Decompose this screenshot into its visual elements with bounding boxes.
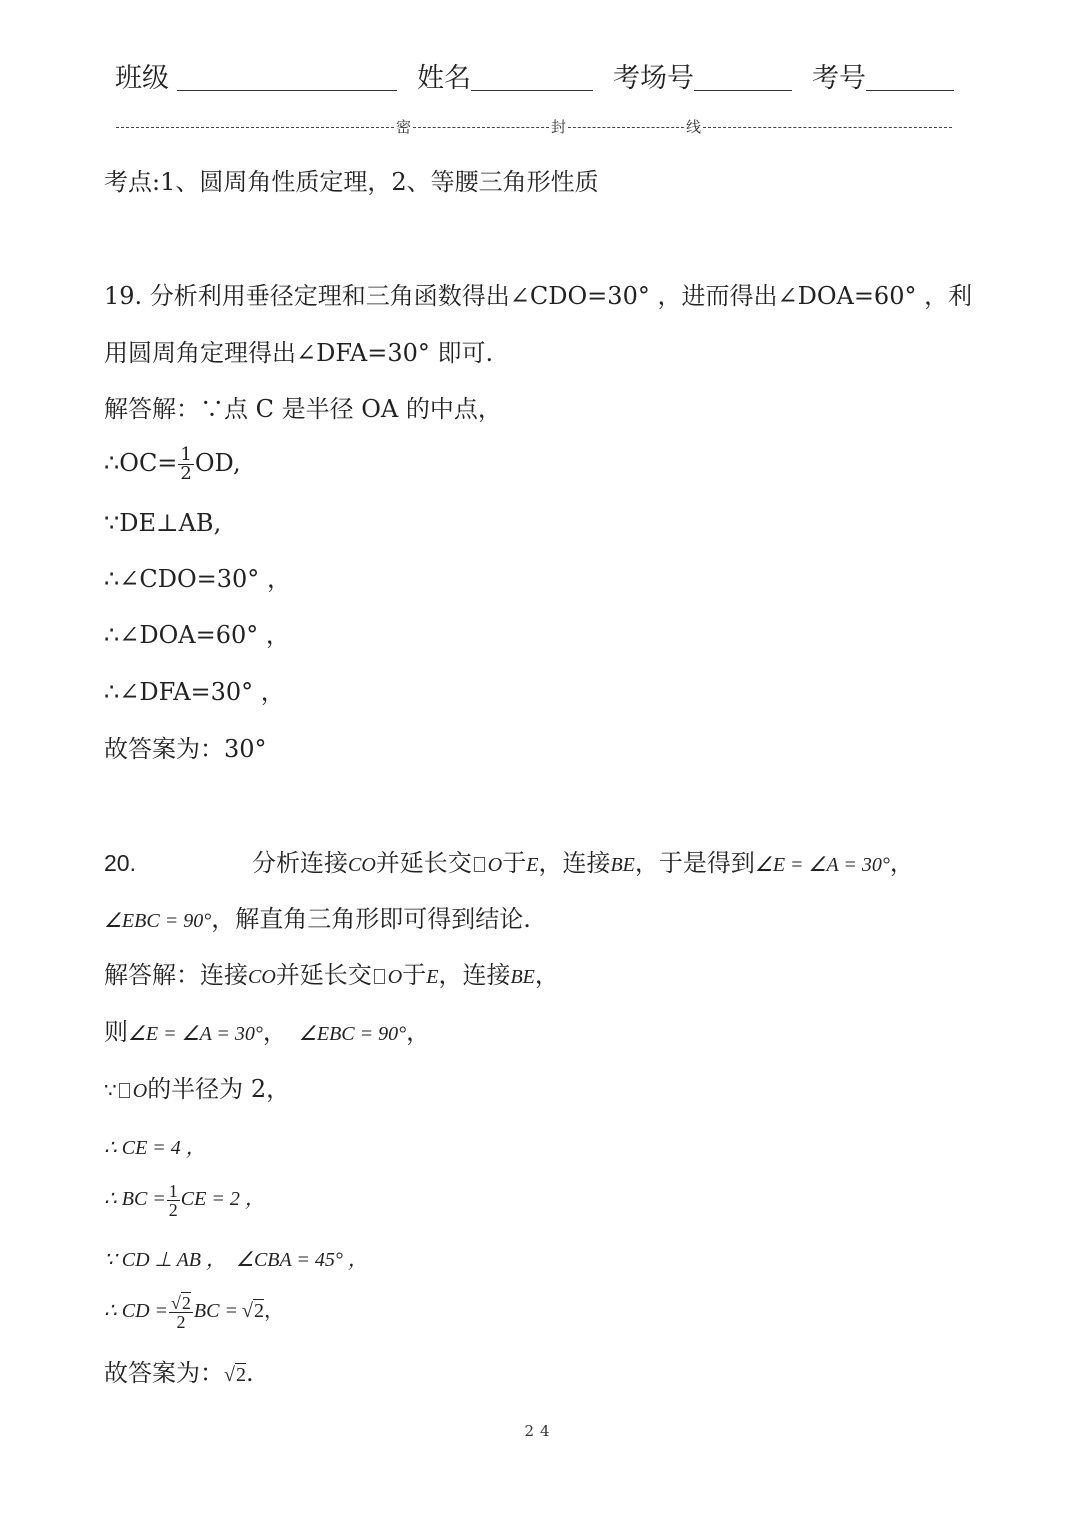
text-line: 19. 分析利用垂径定理和三角函数得出∠CDO=30° ，进而得出∠DOA=60° ，利 [104,282,973,310]
text-span: ， [534,961,559,989]
text-span: ， [262,1018,287,1046]
circle-symbol-icon [374,969,385,984]
text-line [104,1077,290,1101]
text-line: 故答案为：30° [104,735,267,763]
math-span: E [526,854,539,876]
seal-line [116,116,952,137]
circle-symbol-icon [119,1083,130,1098]
radicand: 2 [235,1364,246,1386]
text-span: . [245,1359,254,1387]
seal-dash [413,127,549,128]
text-line: ∵DE⊥AB, [104,509,222,537]
student-info-header [115,56,954,95]
text-line: ∴∠DOA=60° ， [104,621,290,649]
exam-room-label: 考场号 [613,63,694,94]
text-span: ，连接 [438,961,511,989]
seal-char-mi: 密 [396,118,412,136]
seal-char-feng: 封 [551,118,567,136]
math-span: BE [610,854,635,876]
seal-dash [568,127,684,128]
text-line [104,907,531,931]
sqrt-expression: √2 [241,1300,264,1323]
text-line: 考点:1、圆周角性质定理，2、等腰三角形性质 [104,168,599,196]
radicand: 2 [253,1300,264,1323]
text-line: ∴∠DFA=30° ， [104,678,285,706]
page-number: 24 [524,1422,556,1440]
text-span: 于 [402,961,427,989]
seal-dash [116,127,394,128]
math-span: BC = [193,1300,238,1323]
text-line [104,1250,368,1270]
name-blank[interactable] [471,89,593,91]
exam-id-blank[interactable] [866,89,954,91]
text-span: 的半径为 2， [147,1075,291,1103]
text-line [104,851,914,875]
fraction-denominator: 2 [176,1312,186,1332]
name-label: 姓名 [417,63,471,94]
text-line: 解答解：∵点 C 是半径 OA 的中点， [104,395,502,423]
text-span: 分析连接 [251,849,348,877]
fraction-numerator: √2 [171,1293,191,1313]
radicand: 2 [181,1293,191,1313]
fraction-numerator: 1 [168,1181,178,1201]
math-span: CO [248,966,276,988]
fraction [178,446,193,483]
text-line: ∴ CE = 4 ， [104,1137,206,1159]
seal-char-xian: 线 [686,118,702,136]
math-span: BE [510,966,535,988]
math-span: ∠EBC = 90° [104,910,212,932]
fraction-denominator: 2 [180,463,192,484]
class-blank[interactable] [177,89,397,91]
math-span: ∵ CD ⊥ AB ， [104,1249,227,1271]
text-line [104,1020,430,1044]
problem-number: 20. [104,850,136,876]
text-span: ，于是得到 [634,849,755,877]
class-label: 班级 [115,63,169,94]
math-span: ∠E = ∠A = 30° [754,854,890,876]
fraction [167,1182,180,1219]
text-span: ， [406,1018,431,1046]
text-line [104,1182,265,1219]
math-span: ∴ CD = [104,1300,169,1323]
text-line [104,1294,284,1331]
text-span: ， [889,849,914,877]
math-span: ∵ [104,1078,117,1102]
text-line: ∴∠CDO=30° ， [104,565,291,593]
text-span: 并延长交 [275,961,372,989]
math-span: CO [347,854,376,876]
math-span: O [387,966,403,988]
text-span: ，连接 [538,849,611,877]
exam-room-blank[interactable] [694,89,792,91]
text-line [104,1361,254,1385]
text-span: ，解直角三角形即可得到结论. [211,905,531,933]
math-span: ∠E = ∠A = 30° [128,1023,263,1045]
math-span: O [487,854,503,876]
text-line [104,963,559,987]
text-span: ， [263,1300,284,1323]
math-span: CE = 2 ， [180,1188,265,1211]
circle-symbol-icon [474,857,485,872]
fraction-numerator: 1 [180,444,192,465]
math-span: O [132,1080,148,1102]
math-span: ∴ BC = [104,1188,166,1211]
exam-id-label: 考号 [812,63,866,94]
text-span: 故答案为： [104,1359,224,1387]
text-span: 解答解：连接 [104,961,248,989]
seal-dash [703,127,952,128]
sqrt-expression: √2 [224,1364,246,1386]
math-span: ∠CBA = 45° ， [236,1249,368,1271]
text-span: ∴OC= [104,449,178,477]
text-span: OD, [194,449,241,477]
math-span: E [426,966,439,988]
text-line [104,446,241,483]
fraction-denominator: 2 [168,1200,178,1220]
text-span: 并延长交 [375,849,472,877]
text-span: 于 [502,849,527,877]
text-span: 则 [104,1018,128,1046]
text-line: 用圆周角定理得出∠DFA=30° 即可. [104,339,494,367]
fraction [169,1294,193,1331]
math-span: ∠EBC = 90° [298,1023,407,1045]
